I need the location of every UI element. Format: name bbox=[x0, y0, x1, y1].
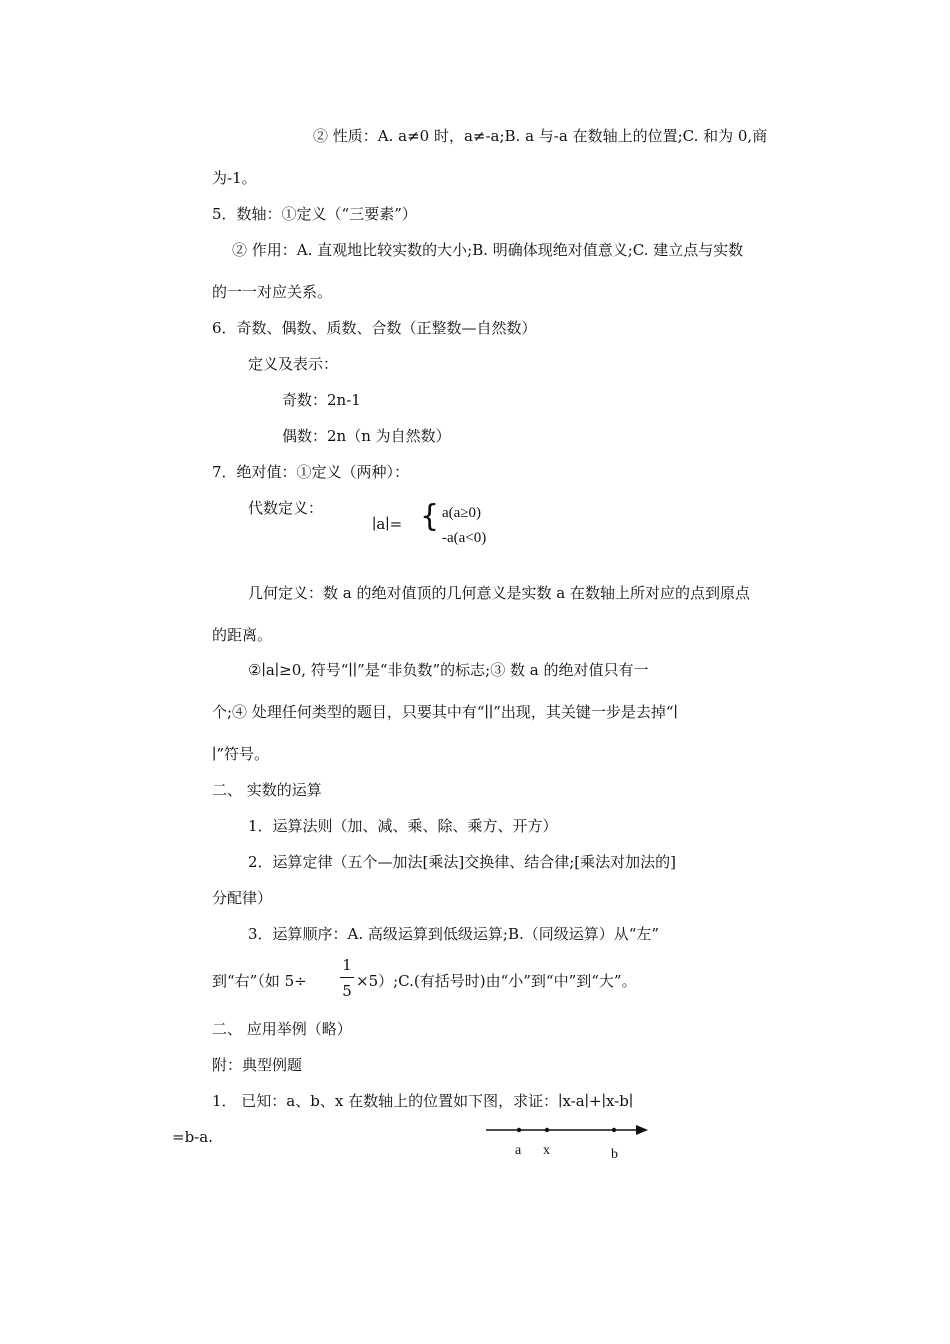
label-a: a bbox=[515, 1143, 522, 1158]
formula-lhs: ∣a∣= bbox=[372, 515, 403, 533]
point-b bbox=[612, 1128, 616, 1132]
heading-absolute-value: 7．绝对值：①定义（两种）： bbox=[212, 463, 410, 481]
text-line: 定义及表示： bbox=[248, 355, 339, 373]
text-line: 偶数：2n（n 为自然数） bbox=[282, 427, 451, 445]
text-line: =b-a. bbox=[172, 1128, 213, 1146]
text-line: ② 作用：A. 直观地比较实数的大小;B. 明确体现绝对值意义;C. 建立点与实数 bbox=[232, 241, 744, 259]
formula-case-2: -a(a<0) bbox=[442, 530, 487, 546]
fraction-denominator: 5 bbox=[342, 982, 352, 1000]
point-a bbox=[517, 1128, 521, 1132]
text-line: 分配律） bbox=[212, 889, 273, 907]
fraction-bar bbox=[340, 977, 354, 978]
text-line: 到“右”（如 5÷ bbox=[212, 972, 307, 990]
text-line: 的一一对应关系。 bbox=[212, 283, 333, 301]
text-line: 2．运算定律（五个—加法[乘法]交换律、结合律;[乘法对加法的] bbox=[248, 853, 677, 871]
label-x: x bbox=[543, 1143, 550, 1158]
heading-parity: 6．奇数、偶数、质数、合数（正整数—自然数） bbox=[212, 319, 537, 337]
formula-brace: { bbox=[420, 499, 440, 534]
text-line: 奇数：2n-1 bbox=[282, 391, 361, 409]
number-line bbox=[484, 1120, 654, 1140]
text-line: ∣”符号。 bbox=[212, 745, 270, 763]
text-line: 3．运算顺序：A. 高级运算到低级运算;B.（同级运算）从“左” bbox=[248, 925, 660, 943]
fraction-numerator: 1 bbox=[342, 956, 352, 974]
text-line: 为-1。 bbox=[212, 169, 257, 187]
point-x bbox=[545, 1128, 549, 1132]
text-line: 1． 已知：a、b、x 在数轴上的位置如下图，求证：∣x-a∣+∣x-b∣ bbox=[212, 1092, 634, 1110]
text-line: 1．运算法则（加、减、乘、除、乘方、开方） bbox=[248, 817, 558, 835]
text-line: ②∣a∣≥0, 符号“∣∣”是“非负数”的标志;③ 数 a 的绝对值只有一 bbox=[248, 661, 649, 679]
text-line: 代数定义： bbox=[248, 499, 324, 517]
text-line: ② 性质：A. a≠0 时，a≠-a;B. a 与-a 在数轴上的位置;C. 和为 0,商 bbox=[313, 127, 768, 145]
heading-number-line: 5．数轴：①定义（“三要素”） bbox=[212, 205, 417, 223]
label-b: b bbox=[611, 1147, 618, 1162]
text-line: 个;④ 处理任何类型的题目，只要其中有“∣∣”出现，其关键一步是去掉“∣ bbox=[212, 703, 678, 721]
text-line: 的距离。 bbox=[212, 626, 273, 644]
text-line: 几何定义：数 a 的绝对值顶的几何意义是实数 a 在数轴上所对应的点到原点 bbox=[248, 584, 750, 602]
section-heading-operations: 二、 实数的运算 bbox=[212, 781, 322, 799]
section-heading-examples: 二、 应用举例（略） bbox=[212, 1020, 352, 1038]
text-line: ×5）;C.(有括号时)由“小”到“中”到“大”。 bbox=[356, 972, 637, 990]
text-line: 附：典型例题 bbox=[212, 1056, 303, 1074]
formula-case-1: a(a≥0) bbox=[442, 505, 482, 521]
axis-arrow bbox=[636, 1125, 648, 1135]
